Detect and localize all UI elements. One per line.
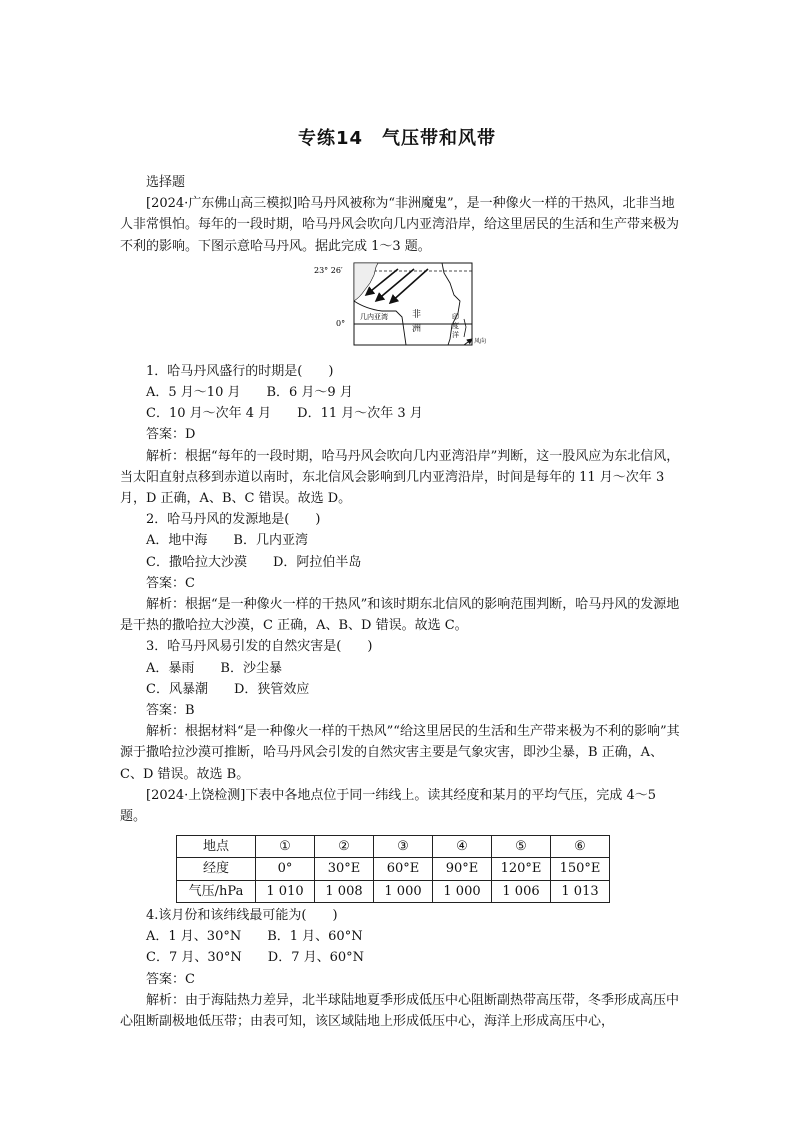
q4-analysis: 解析：由于海陆热力差异，北半球陆地夏季形成低压中心阻断副热带高压带，冬季形成高压中心阻断副极地低压带；由表可知，该区域陆地上形成低压中心，海洋上形成高压中心， (120, 992, 680, 1029)
table-cell: 1 008 (315, 880, 374, 902)
table-cell: 1 006 (492, 880, 551, 902)
document-body (120, 172, 680, 1032)
page-title: 专练14 气压带和风带 (297, 128, 497, 149)
table-cell: 1 000 (374, 880, 433, 902)
table-cell: 1 000 (433, 880, 492, 902)
q1-answer: 答案：D (146, 427, 196, 443)
table-cell: 0° (256, 858, 315, 880)
table-cell: 150°E (551, 858, 610, 880)
q4-stem: 4.该月份和该纬线最可能为( ) (146, 907, 338, 923)
label-ocean-2: 度 (452, 321, 459, 330)
q2-options-cd: C．撒哈拉大沙漠 D．阿拉伯半岛 (146, 554, 362, 570)
table-cell: 地点 (177, 836, 256, 858)
section-heading: 选择题 (146, 175, 186, 190)
table-cell: 60°E (374, 858, 433, 880)
q3-stem: 3．哈马丹风易引发的自然灾害是( ) (146, 639, 373, 655)
africa-coastline (354, 301, 406, 345)
pressure-table (176, 835, 610, 903)
q2-stem: 2．哈马丹风的发源地是( ) (146, 512, 321, 528)
q1-analysis: 解析：根据“每年的一段时期，哈马丹风会吹向几内亚湾沿岸”判断，这一股风应为东北信风，当太阳直射点移到赤道以南时，东北信风会影响到几内亚湾沿岸，时间是每年的 11 月～次年 3 月，D 正确，A、B、C 错误。故选 D。 (120, 448, 680, 507)
legend-arrow (464, 339, 472, 345)
intro-paragraph-2: [2024·上饶检测]下表中各地点位于同一纬线上。读其经度和某月的平均气压，完成 4～5 题。 (120, 787, 657, 825)
label-ocean-3: 洋 (452, 330, 459, 339)
table-cell: 经度 (177, 858, 256, 880)
legend-label: 风向 (474, 337, 487, 345)
label-africa-2: 洲 (412, 323, 422, 334)
q1-options-ab: A．5 月～10 月 B．6 月～9 月 (146, 385, 353, 401)
wind-arrow (376, 269, 414, 301)
q3-answer: 答案：B (146, 703, 195, 719)
label-africa-1: 非 (412, 309, 422, 320)
table-cell: 120°E (492, 858, 551, 880)
table-cell: 90°E (433, 858, 492, 880)
label-guinea-gulf: 几内亚湾 (360, 312, 388, 321)
atlantic-coast (354, 263, 378, 301)
harmattan-map (314, 261, 494, 353)
lat-label-equator: 0° (336, 318, 346, 328)
lat-label-tropic: 23° 26′ (314, 265, 343, 275)
q3-analysis: 解析：根据材料“是一种像火一样的干热风”“给这里居民的生活和生产带来极为不利的影响”其源于撒哈拉沙漠可推断，哈马丹风会引发的自然灾害主要是气象灾害，即沙尘暴，B 正确，A、C、D 错误。故选 B。 (120, 724, 680, 782)
table-cell: ③ (374, 836, 433, 858)
table-cell: ⑤ (492, 836, 551, 858)
table-cell: 气压/hPa (177, 880, 256, 902)
q4-options-ab: A．1 月、30°N B．1 月、60°N (146, 929, 363, 945)
harmattan-map-figure (120, 257, 680, 361)
q2-options-ab: A．地中海 B．几内亚湾 (146, 533, 308, 549)
table-cell: ④ (433, 836, 492, 858)
table-row (177, 858, 610, 880)
q1-stem: 1．哈马丹风盛行的时期是( ) (146, 363, 334, 379)
table-cell: ② (315, 836, 374, 858)
table-cell: 1 013 (551, 880, 610, 902)
table-header-row (177, 836, 610, 858)
q4-answer: 答案：C (146, 971, 195, 987)
label-ocean-1: 印 (452, 312, 459, 321)
intro-paragraph-1: [2024·广东佛山高三模拟]哈马丹风被称为“非洲魔鬼”，是一种像火一样的干热风，北非当地人非常惧怕。每年的一段时期，哈马丹风会吹向几内亚湾沿岸，给这里居民的生活和生产带来极为不利的影响。下图示意哈马丹风。据此完成 1～3 题。 (120, 196, 680, 254)
q4-options-cd: C．7 月、30°N D．7 月、60°N (146, 950, 365, 966)
table-row (177, 880, 610, 902)
table-cell: ⑥ (551, 836, 610, 858)
table-cell: 1 010 (256, 880, 315, 902)
q2-answer: 答案：C (146, 575, 195, 591)
table-cell: ① (256, 836, 315, 858)
pressure-table-wrap (176, 835, 680, 903)
q2-analysis: 解析：根据“是一种像火一样的干热风”和该时期东北信风的影响范围判断，哈马丹风的发源地是干热的撒哈拉大沙漠，C 正确，A、B、D 错误。故选 C。 (120, 597, 680, 634)
table-cell: 30°E (315, 858, 374, 880)
q3-options-cd: C．风暴潮 D．狭管效应 (146, 681, 310, 697)
madagascar-outline (464, 319, 466, 337)
q3-options-ab: A．暴雨 B．沙尘暴 (146, 660, 282, 676)
q1-options-cd: C．10 月～次年 4 月 D．11 月～次年 3 月 (146, 406, 423, 422)
